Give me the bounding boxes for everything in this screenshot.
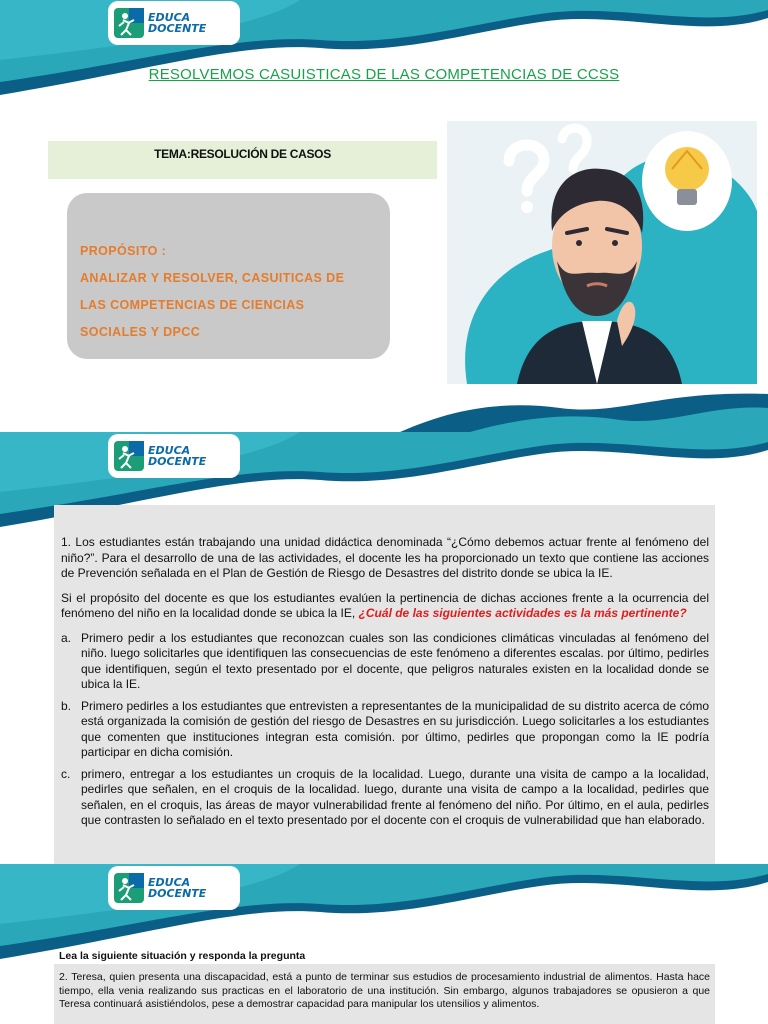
question-1-box <box>54 505 715 864</box>
purpose-heading: PROPÓSITO : <box>80 244 167 258</box>
purpose-line: LAS COMPETENCIAS DE CIENCIAS <box>80 298 305 312</box>
option-text: primero, entregar a los estudiantes un croquis de la localidad. Luego, durante una visita de campo a la localidad, pedirles que señalen, en el croquis de la localidad. luego, durante una visita de campo a la localidad, pedirles que señalen, en el croquis, las áreas de mayor vulnerabilidad frente al fenómeno del niño. Por último, en el aula, pedirles que contrasten lo señalado en el texto presentado por el docente con el croquis de vulnerabilidad que han elaborado. <box>81 766 709 827</box>
question-2-heading: Lea la siguiente situación y responda la pregunta <box>59 950 306 962</box>
option-letter: a. <box>61 630 72 645</box>
logo-text-educa: EDUCA <box>148 876 191 889</box>
logo-text-educa: EDUCA <box>148 444 191 457</box>
runner-icon <box>114 8 144 38</box>
educa-docente-logo <box>108 1 240 45</box>
tema-label: TEMA:RESOLUCIÓN DE CASOS <box>154 147 331 161</box>
question-2-box <box>54 964 715 1024</box>
option-letter: b. <box>61 698 72 713</box>
option-b[interactable] <box>61 699 709 761</box>
option-text: Primero pedirles a los estudiantes que entrevisten a representantes de la municipalidad de su distrito acerca de cómo está organizada la comisión de gestión del riesgo de Desastres en su jurisdicción. Luego solicitarles a los estudiantes que comenten que instituciones integran esta comisión. por último, pedirles que propongan como la IE podría participar en dicha comisión. <box>81 698 709 759</box>
logo-text-docente: DOCENTE <box>148 455 207 468</box>
runner-icon <box>114 873 144 903</box>
slide-1 <box>0 0 768 432</box>
purpose-line: SOCIALES Y DPCC <box>80 325 201 339</box>
runner-icon <box>114 441 144 471</box>
purpose-box <box>67 193 390 359</box>
slide-3 <box>0 864 768 1024</box>
logo-text-docente: DOCENTE <box>148 887 207 900</box>
tema-box <box>48 141 437 179</box>
question-1-ask: ¿Cuál de las siguientes actividades es la más pertinente? <box>358 606 687 620</box>
page-title[interactable]: RESOLVEMOS CASUISTICAS DE LAS COMPETENCIAS DE CCSS <box>148 66 620 83</box>
option-a[interactable] <box>61 631 709 693</box>
educa-docente-logo <box>108 866 240 910</box>
purpose-line: ANALIZAR Y RESOLVER, CASUITICAS DE <box>80 271 345 285</box>
question-1-context: 1. Los estudiantes están trabajando una unidad didáctica denominada “¿Cómo debemos actuar frente al fenómeno del niño?”. Para el desarrollo de una de las actividades, el docente les ha proporcionado un texto que contiene las acciones de Prevención señalada en el Plan de Gestión de Riesgo de Desastres del distrito donde se ubica la IE. <box>61 535 709 580</box>
option-letter: c. <box>61 766 71 781</box>
slide-2 <box>0 432 768 864</box>
logo-text-educa: EDUCA <box>148 11 191 24</box>
educa-docente-logo <box>108 434 240 478</box>
question-1-purpose: Si el propósito del docente es que los estudiantes evalúen la pertinencia de dichas acciones frente a la ocurrencia del fenómeno del niño en la localidad donde se ubica la IE, <box>61 590 709 620</box>
option-text: Primero pedir a los estudiantes que reconozcan cuales son las condiciones climáticas vinculadas al fenómeno del niño. luego solicitarles que identifiquen las consecuencias de este fenómeno a diferentes escalas. por último, pedirles que identifiquen, según el texto presentado por el docente, que peligros naturales existen en la localidad donde se ubica la IE. <box>81 630 709 691</box>
option-c[interactable] <box>61 767 709 829</box>
thinking-man-illustration <box>447 121 757 384</box>
question-1-prompt <box>61 591 709 622</box>
footer-wave <box>0 380 768 432</box>
question-2-context: 2. Teresa, quien presenta una discapacidad, está a punto de terminar sus estudios de procesamiento industrial de alimentos. Hasta hace tiempo, ella venia realizando sus practicas en el laboratorio de una institución. Sin embargo, algunos trabajadores se opusieron a que Teresa continuará asistiéndolos, pese a demostrar capacidad para manipular los utensilios y alimentos. <box>59 971 710 1010</box>
logo-text-docente: DOCENTE <box>148 22 207 35</box>
